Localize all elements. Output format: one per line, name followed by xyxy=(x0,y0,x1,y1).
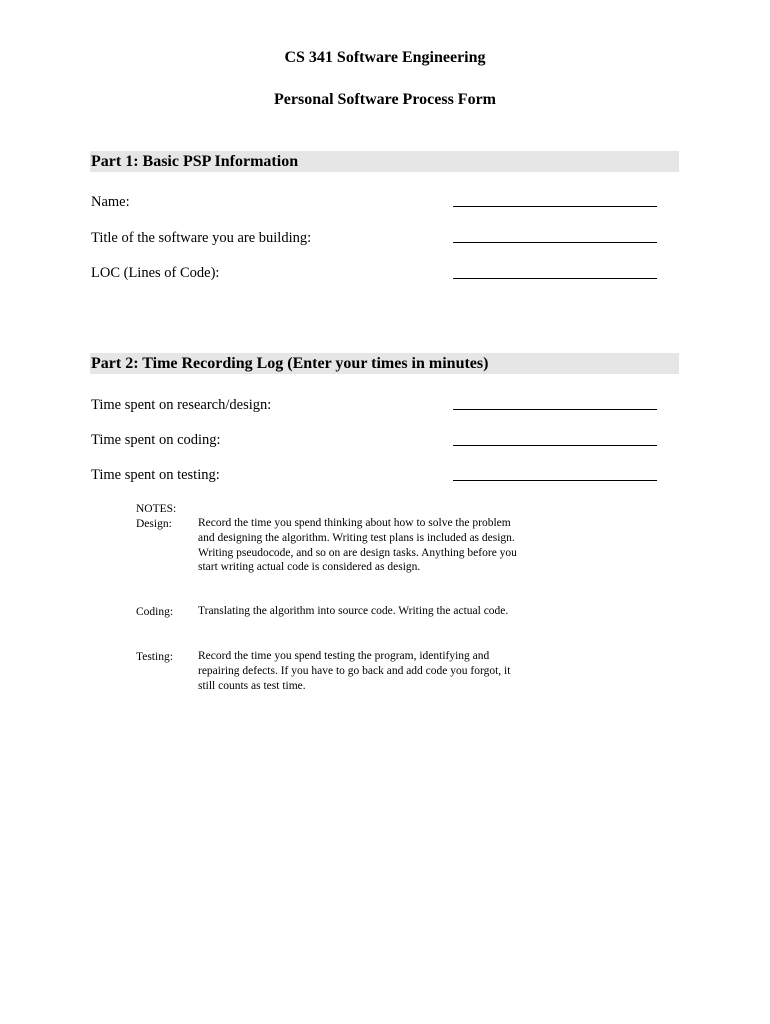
part2-section-bar xyxy=(90,353,679,374)
note-testing-term: Testing: xyxy=(136,651,173,663)
part1-heading: Part 1: Basic PSP Information xyxy=(91,153,299,170)
software-title-label: Title of the software you are building: xyxy=(91,230,312,246)
notes-heading: NOTES: xyxy=(136,503,177,515)
design-time-input-line[interactable] xyxy=(453,409,657,410)
course-title: CS 341 Software Engineering xyxy=(284,49,486,66)
note-testing-text: Record the time you spend testing the program, identifying and repairing defects. If you have to go back and add code you forgot, it still counts as test time. xyxy=(198,650,511,692)
part1-section-bar xyxy=(90,151,679,172)
note-design-term: Design: xyxy=(136,518,172,530)
design-time-label: Time spent on research/design: xyxy=(91,397,272,413)
loc-label: LOC (Lines of Code): xyxy=(91,265,220,281)
software-title-input-line[interactable] xyxy=(453,242,657,243)
note-design-text: Record the time you spend thinking about how to solve the problem and designing the algorithm. Writing test plans is included as design. Writing pseudocode, and so on are design tasks. Anything before you start writing actual code is considered as design. xyxy=(198,517,517,574)
coding-time-label: Time spent on coding: xyxy=(91,432,221,448)
form-title: Personal Software Process Form xyxy=(273,91,496,108)
note-coding-term: Coding: xyxy=(136,606,174,618)
testing-time-label: Time spent on testing: xyxy=(91,467,220,483)
part2-heading: Part 2: Time Recording Log (Enter your times in minutes) xyxy=(91,355,489,372)
coding-time-input-line[interactable] xyxy=(453,445,657,446)
name-label: Name: xyxy=(91,194,130,210)
testing-time-input-line[interactable] xyxy=(453,480,657,481)
note-coding-text: Translating the algorithm into source code. Writing the actual code. xyxy=(198,605,509,617)
loc-input-line[interactable] xyxy=(453,278,657,279)
name-input-line[interactable] xyxy=(453,206,657,207)
